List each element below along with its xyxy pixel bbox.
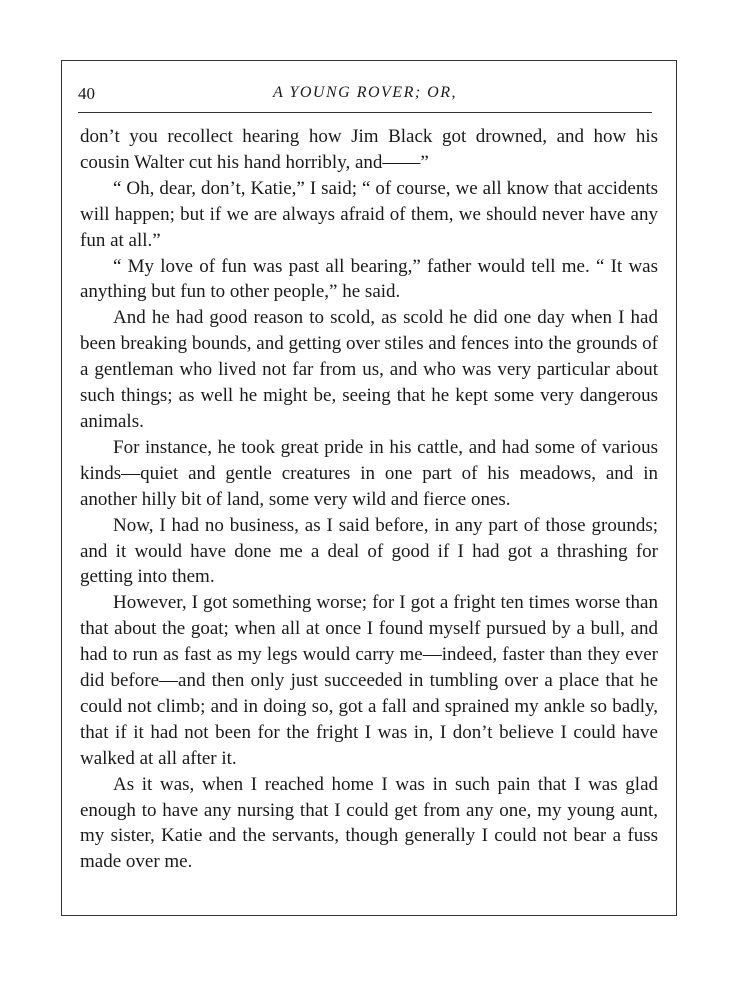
paragraph-8: As it was, when I reached home I was in such pain that I was glad enough to have any nursing that I could get from any one, my young aunt, my sister, Katie and the servants, though generally I could not bear a fuss made over me.	[80, 773, 658, 873]
paragraph-4: And he had good reason to scold, as scold he did one day when I had been breaking bounds, and getting over stiles and fences into the grounds of a gentleman who lived not far from us, and who was very particular about such things; as well he might be, seeing that he kept some very dangerous animals.	[80, 307, 658, 432]
paragraph-7: However, I got something worse; for I got a fright ten times worse than that about the goat; when all at once I found myself pursued by a bull, and had to run as fast as my legs would carry me—indeed, faster than they ever did before—and then only just succeeded in tumbling over a place that he could not climb; and in doing so, got a fall and sprained my ankle so badly, that if it had not been for the fright I was in, I don’t believe I could have walked at all after it.	[80, 592, 658, 769]
paragraph-2: “ Oh, dear, don’t, Katie,” I said; “ of course, we all know that accidents will happen; but if we are always afraid of them, we should never have any fun at all.”	[80, 177, 658, 251]
running-title: A YOUNG ROVER; OR,	[272, 84, 458, 101]
page-number: 40	[78, 84, 95, 103]
running-head	[78, 84, 652, 106]
paragraph-3: “ My love of fun was past all bearing,” father would tell me. “ It was anything but fun to other people,” he said.	[80, 255, 658, 303]
paragraph-5: For instance, he took great pride in his cattle, and had some of various kinds—quiet and gentle creatures in one part of his meadows, and in another hilly bit of land, some very wild and fierce ones.	[80, 436, 658, 510]
paragraph-1: don’t you recollect hearing how Jim Black got drowned, and how his cousin Walter cut his hand horribly, and——”	[80, 126, 658, 173]
header-rule	[78, 112, 652, 113]
body-text	[80, 124, 658, 875]
paragraph-6: Now, I had no business, as I said before, in any part of those grounds; and it would have done me a deal of good if I had got a thrashing for getting into them.	[80, 514, 658, 588]
